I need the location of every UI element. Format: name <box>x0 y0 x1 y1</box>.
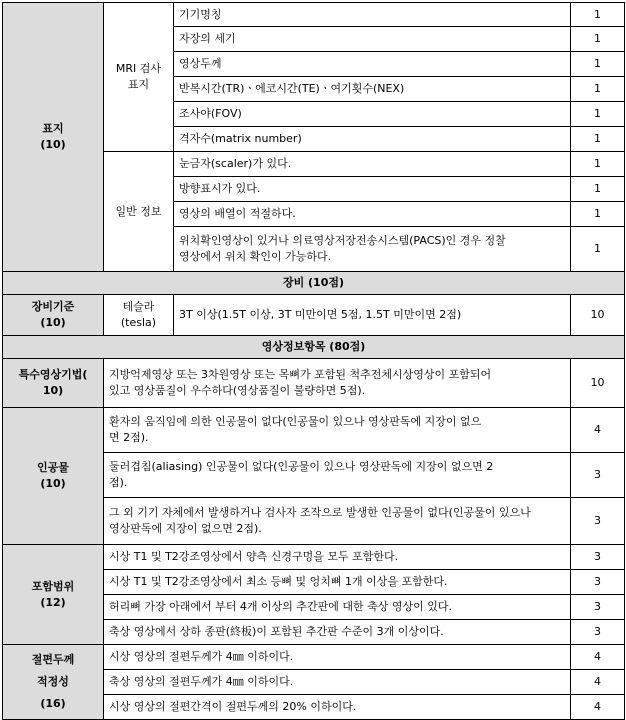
special-title-cell <box>3 359 104 408</box>
thickness-points: (16) <box>40 697 66 710</box>
item-score: 10 <box>571 295 625 336</box>
item-score: 1 <box>571 202 625 227</box>
evaluation-table <box>2 2 625 720</box>
item-text: 조사야(FOV) <box>174 102 571 127</box>
mri-label-line1: MRI 검사 <box>115 62 162 75</box>
artifact-points: (10) <box>40 477 66 490</box>
label-section-points: (10) <box>40 138 66 151</box>
tesla-label-cell <box>104 295 174 336</box>
equipment-points: (10) <box>40 316 66 329</box>
item-text-cell <box>174 227 571 272</box>
item-text-cell <box>104 359 571 408</box>
item-text: 3T 이상(1.5T 이상, 3T 미만이면 5점, 1.5T 미만이면 2점) <box>174 295 571 336</box>
label-section-title-cell <box>3 3 104 272</box>
item-score: 3 <box>571 545 625 570</box>
coverage-title-cell <box>3 545 104 645</box>
item-score: 1 <box>571 77 625 102</box>
mri-label-line2: 표지 <box>127 78 150 91</box>
coverage-title: 포함범위 <box>31 579 75 593</box>
artifact-title-cell <box>3 408 104 545</box>
thickness-title-line2: 적정성 <box>37 675 69 688</box>
item-text: 기기명칭 <box>174 3 571 27</box>
item-text: 축상 영상의 절편두께가 4㎜ 이하이다. <box>104 670 571 695</box>
mri-label-cell <box>104 3 174 152</box>
general-label: 일반 정보 <box>104 152 174 272</box>
item-text-line1: 환자의 움직임에 의한 인공물이 없다(인공물이 있으나 영상판독에 지장이 없으 <box>109 415 482 428</box>
item-score: 3 <box>571 620 625 645</box>
item-text: 시상 영상의 절편두께가 4㎜ 이하이다. <box>104 645 571 670</box>
item-score: 4 <box>571 695 625 720</box>
item-text-cell <box>104 498 571 545</box>
item-text: 시상 T1 및 T2강조영상에서 양측 신경구멍을 모두 포함한다. <box>104 545 571 570</box>
item-score: 1 <box>571 52 625 77</box>
item-text: 반복시간(TR)ㆍ에코시간(TE)ㆍ여기횟수(NEX) <box>174 77 571 102</box>
item-score: 1 <box>571 27 625 52</box>
table-row <box>3 3 625 27</box>
item-score: 3 <box>571 498 625 545</box>
item-score: 1 <box>571 102 625 127</box>
table-row <box>3 545 625 570</box>
artifact-title: 인공물 <box>37 461 69 474</box>
item-text-line2: 영상에서 위치 확인이 가능하다. <box>179 250 332 263</box>
item-score: 1 <box>571 3 625 27</box>
tesla-label-line1: 테슬라 <box>122 300 155 313</box>
item-score: 10 <box>571 359 625 408</box>
thickness-title-line1: 절편두께 <box>31 653 75 666</box>
item-text-cell <box>104 453 571 498</box>
label-section-title: 표지 <box>42 122 64 135</box>
item-score: 1 <box>571 227 625 272</box>
thickness-title-cell <box>3 645 104 720</box>
item-text-line1: 그 외 기기 자체에서 발생하거나 검사자 조작으로 발생한 인공물이 없다(인공물이 있으나 <box>109 506 531 519</box>
item-score: 1 <box>571 177 625 202</box>
item-text-line1: 지방억제영상 또는 3차원영상 또는 목뼈가 포함된 척추전체시상영상이 포함되어 <box>109 368 492 381</box>
coverage-points: (12) <box>40 595 66 609</box>
item-text-line2: 있고 영상품질이 우수하다(영상품질이 불량하면 5점). <box>109 384 366 397</box>
item-text: 자장의 세기 <box>174 27 571 52</box>
item-score: 4 <box>571 645 625 670</box>
table-row <box>3 408 625 453</box>
item-score: 1 <box>571 127 625 152</box>
special-points: 10) <box>42 384 64 397</box>
item-text: 축상 영상에서 상하 종판(終板)이 포함된 추간판 수준이 3개 이상이다. <box>104 620 571 645</box>
section-header-row <box>3 272 625 295</box>
item-text-line1: 위치확인영상이 있거나 의료영상저장전송시스템(PACS)인 경우 정찰 <box>179 234 506 247</box>
special-title: 특수영상기법( <box>18 368 88 381</box>
item-text: 격자수(matrix number) <box>174 127 571 152</box>
item-score: 3 <box>571 570 625 595</box>
item-text: 허리뼈 가장 아래에서 부터 4개 이상의 추간판에 대한 축상 영상이 있다. <box>104 595 571 620</box>
item-score: 4 <box>571 670 625 695</box>
table-row <box>3 295 625 336</box>
section-header-row <box>3 336 625 359</box>
item-text: 영상두께 <box>174 52 571 77</box>
item-text-line2: 면 2점). <box>109 431 149 444</box>
item-text: 눈금자(scaler)가 있다. <box>174 152 571 177</box>
item-text: 시상 T1 및 T2강조영상에서 최소 등뼈 및 엉치뼈 1개 이상을 포함한다. <box>104 570 571 595</box>
item-score: 4 <box>571 408 625 453</box>
item-text-line1: 둘러겹침(aliasing) 인공물이 없다(인공물이 있으나 영상판독에 지장이 없으면 2 <box>109 460 494 473</box>
imaging-section-header: 영상정보항목 (80점) <box>3 336 625 359</box>
item-text-cell <box>104 408 571 453</box>
item-score: 3 <box>571 595 625 620</box>
item-text: 영상의 배열이 적절하다. <box>174 202 571 227</box>
tesla-label-line2: (tesla) <box>120 316 157 329</box>
equipment-section-header: 장비 (10점) <box>3 272 625 295</box>
item-score: 3 <box>571 453 625 498</box>
item-text: 시상 영상의 절편간격이 절편두께의 20% 이하이다. <box>104 695 571 720</box>
item-score: 1 <box>571 152 625 177</box>
table-row <box>3 359 625 408</box>
table-row <box>3 645 625 670</box>
equipment-title-cell <box>3 295 104 336</box>
item-text-line2: 영상판독에 지장이 없으면 2점). <box>109 522 262 535</box>
equipment-title: 장비기준 <box>31 300 75 313</box>
item-text-line2: 점). <box>109 476 128 489</box>
item-text: 방향표시가 있다. <box>174 177 571 202</box>
